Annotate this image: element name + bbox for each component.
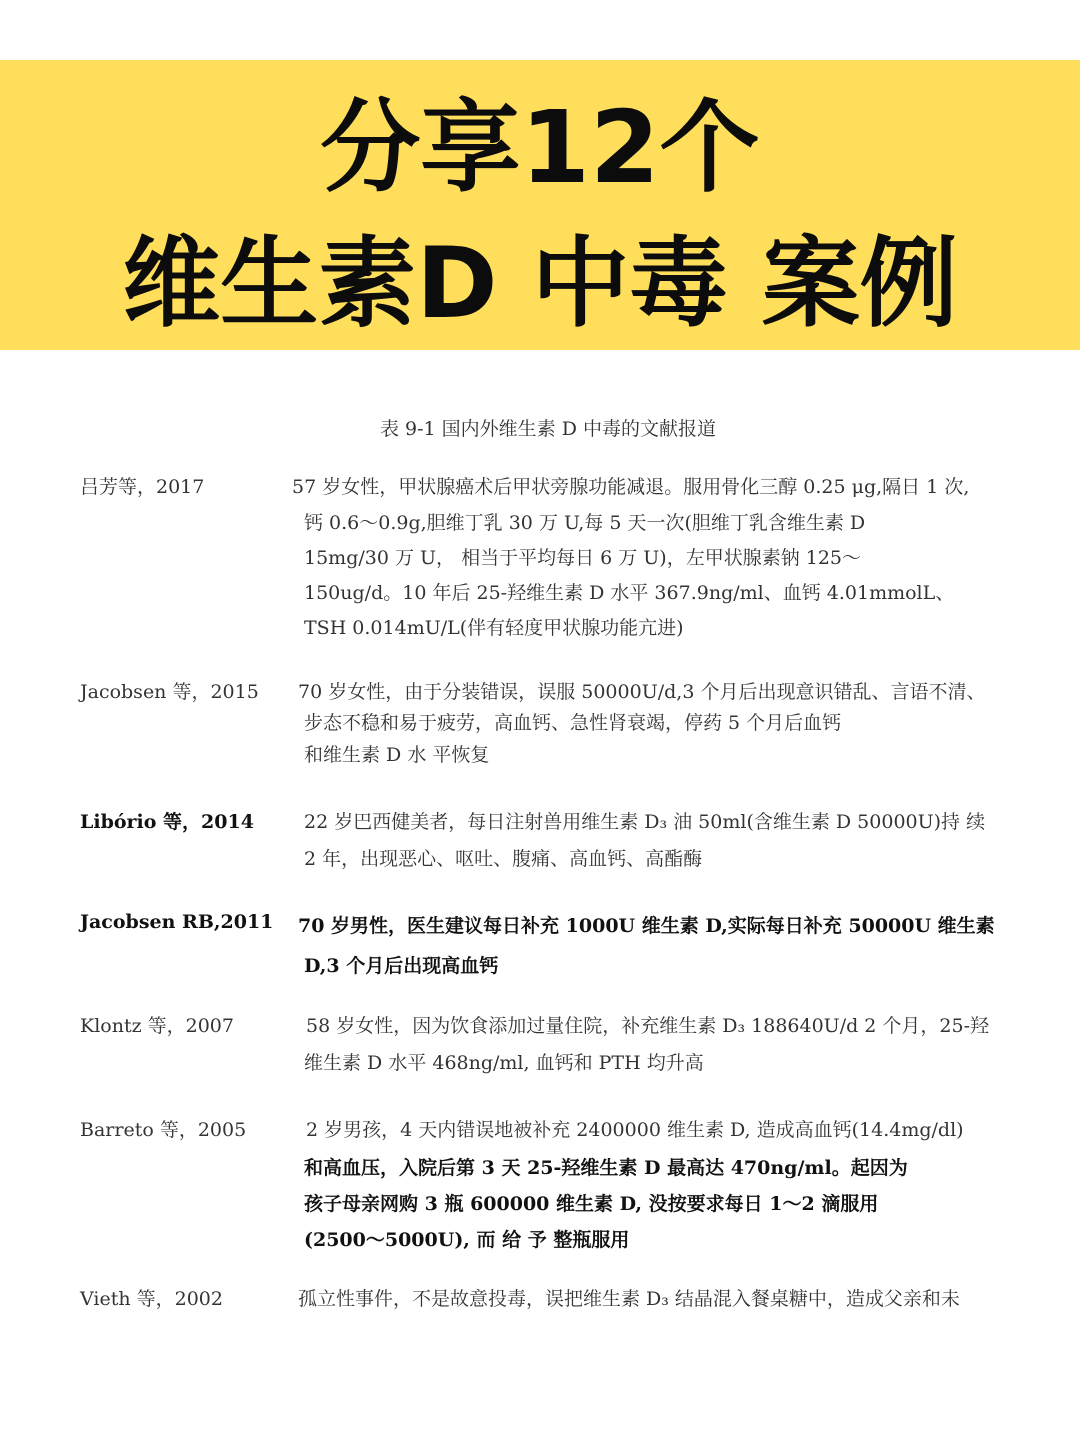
entry-author: Klontz 等，2007 bbox=[80, 1015, 234, 1037]
entry-text-line: 孩子母亲网购 3 瓶 600000 维生素 D, 没按要求每日 1～2 滴服用 bbox=[304, 1193, 879, 1215]
entry-text-line: 和维生素 D 水 平恢复 bbox=[304, 744, 490, 766]
entry-text-line: 57 岁女性，甲状腺癌术后甲状旁腺功能减退。服用骨化三醇 0.25 μg,隔日 1 次, bbox=[292, 476, 970, 498]
entry-author: Libório 等，2014 bbox=[80, 811, 254, 833]
entry-text-line: 2 年，出现恶心、呕吐、腹痛、高血钙、高酯酶 bbox=[304, 848, 703, 870]
banner-title-line-1: 分享12个 bbox=[320, 89, 760, 206]
table-caption: 表 9-1 国内外维生素 D 中毒的文献报道 bbox=[380, 418, 716, 440]
entry-text-line: 钙 0.6～0.9g,胆维丁乳 30 万 U,每 5 天一次(胆维丁乳含维生素 D bbox=[304, 512, 866, 534]
banner-title-line-2: 维生素D 中毒 案例 bbox=[122, 227, 958, 341]
entry-author: Barreto 等，2005 bbox=[80, 1119, 247, 1141]
entry-text-line: 孤立性事件，不是故意投毒，误把维生素 D₃ 结晶混入餐桌糖中，造成父亲和未 bbox=[298, 1288, 960, 1310]
entry-text-line: D,3 个月后出现高血钙 bbox=[304, 955, 499, 977]
entry-text-line: (2500～5000U), 而 给 予 整瓶服用 bbox=[304, 1229, 630, 1251]
entry-text-line: 70 岁女性，由于分装错误，误服 50000U/d,3 个月后出现意识错乱、言语不清、 bbox=[298, 681, 986, 703]
entry-text-line: 58 岁女性，因为饮食添加过量住院，补充维生素 D₃ 188640U/d 2 个月，25-羟 bbox=[306, 1015, 990, 1037]
entry-author: Vieth 等，2002 bbox=[80, 1288, 223, 1310]
entry-text-line: 和高血压，入院后第 3 天 25-羟维生素 D 最高达 470ng/ml。起因为 bbox=[304, 1157, 908, 1179]
entry-text-line: 150ug/d。10 年后 25-羟维生素 D 水平 367.9ng/ml、血钙 4.01mmolL、 bbox=[304, 582, 955, 604]
title-banner bbox=[0, 60, 1080, 350]
entry-text-line: 22 岁巴西健美者，每日注射兽用维生素 D₃ 油 50ml(含维生素 D 50000U)持 续 bbox=[304, 811, 986, 833]
entry-text-line: 15mg/30 万 U， 相当于平均每日 6 万 U)，左甲状腺素钠 125～ bbox=[304, 547, 862, 569]
entry-author: Jacobsen RB,2011 bbox=[80, 911, 274, 933]
entry-text-line: 70 岁男性，医生建议每日补充 1000U 维生素 D,实际每日补充 50000U 维生素 bbox=[298, 915, 995, 937]
entry-text-line: 维生素 D 水平 468ng/ml, 血钙和 PTH 均升高 bbox=[304, 1052, 704, 1074]
entry-author: Jacobsen 等，2015 bbox=[80, 681, 259, 703]
entry-text-line: 2 岁男孩，4 天内错误地被补充 2400000 维生素 D, 造成高血钙(14.4mg/dl) bbox=[306, 1119, 964, 1141]
entry-text-line: TSH 0.014mU/L(伴有轻度甲状腺功能亢进) bbox=[304, 617, 684, 639]
entry-author: 吕芳等，2017 bbox=[80, 476, 205, 498]
entry-text-line: 步态不稳和易于疲劳，高血钙、急性肾衰竭，停药 5 个月后血钙 bbox=[304, 712, 842, 734]
